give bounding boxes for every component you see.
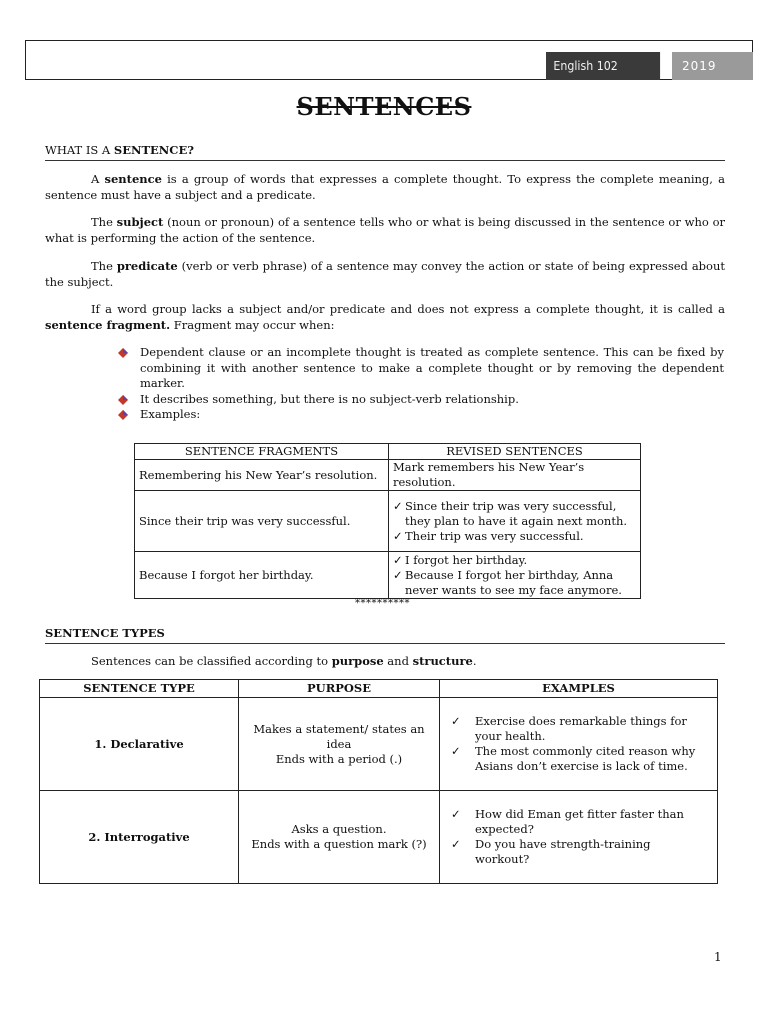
column-header: PURPOSE [239,680,440,698]
check-icon: ✓ [393,552,403,567]
text: If a word group lacks a subject and/or predicate and does not express a complete thought, it is called a [91,302,725,316]
example-text: The most commonly cited reason why Asians don’t exercise is lack of time. [475,744,696,773]
fragment-cell: Remembering his New Year’s resolution. [135,460,389,491]
revised-text: Since their trip was very successful, they plan to have it again next month. [405,498,628,528]
bullet-text: Dependent clause or an incomplete thought is treated as complete sentence. This can be fixed by combining it with another sentence to make a complete thought or by removing the dependent marker. [140,345,724,390]
arrow-bullet-icon [118,348,128,358]
examples-cell [440,698,718,791]
table-row [135,552,641,599]
list-item [451,837,708,867]
type-cell: 2. Interrogative [40,791,239,884]
purpose-text: Ends with a question mark (?) [251,837,427,851]
example-text: How did Eman get fitter faster than expected? [475,807,684,836]
example-text: Do you have strength-training workout? [475,837,651,866]
year-tag: 2019 [672,52,753,80]
column-header: REVISED SENTENCES [389,444,641,460]
example-text: Exercise does remarkable things for your health. [475,714,687,743]
arrow-bullet-icon [118,410,128,420]
term: purpose [331,654,384,668]
term: predicate [116,259,178,273]
term: sentence fragment. [45,317,171,332]
check-icon: ✓ [393,528,403,543]
column-header: EXAMPLES [440,680,718,698]
list-item [118,407,724,423]
purpose-text: Ends with a period (.) [275,751,403,766]
text: Sentences can be classified according to [91,654,332,668]
revised-cell [389,552,641,599]
list-item [451,744,708,774]
text: Fragment may occur when: [170,317,335,332]
paragraph-types-intro [45,654,725,670]
course-tag: English 102 [546,52,660,80]
revised-cell [389,491,641,552]
list-item [393,568,636,598]
list-item [393,553,636,568]
list-item [451,714,708,744]
text: (verb or verb phrase) of a sentence may convey the action or state of being expressed about the subject. [45,259,725,289]
examples-cell [440,791,718,884]
purpose-cell [239,791,440,884]
check-icon: ✓ [451,807,461,821]
fragment-bullet-list [118,345,724,423]
check-icon: ✓ [451,744,461,758]
list-item [118,345,724,392]
fragment-cell: Since their trip was very successful. [135,491,389,552]
term: structure [412,654,473,668]
term: sentence [104,172,162,186]
section-heading-what-is [45,143,725,161]
text: . [472,654,477,668]
paragraph-sentence [45,172,725,203]
column-header: SENTENCE TYPE [40,680,239,698]
list-item [393,499,636,529]
text: The [91,259,117,273]
revised-text: Because I forgot her birthday, Anna never wants to see my face anymore. [405,567,622,597]
type-cell: 1. Declarative [40,698,239,791]
text: A [91,172,105,186]
bullet-text: It describes something, but there is no subject-verb relationship. [140,391,519,406]
list-item [393,529,636,544]
list-item [118,392,724,408]
term: subject [116,215,164,229]
separator: ********** [355,598,410,609]
purpose-text: Makes a statement/ states an idea [253,721,425,751]
page-title: SENTENCES [296,92,472,121]
table-row [40,791,718,884]
paragraph-fragment [45,302,725,333]
purpose-text: Asks a question. [291,822,387,836]
arrow-bullet-icon [118,395,128,405]
text: (noun or pronoun) of a sentence tells who or what is being discussed in the sentence or who or what is performing the action of the sentence. [45,215,725,245]
bullet-text: Examples: [140,407,201,421]
check-icon: ✓ [451,837,461,851]
text: The [91,215,117,229]
revised-cell: Mark remembers his New Year’s resolution. [389,460,641,491]
check-icon: ✓ [451,714,461,728]
heading-prefix: WHAT IS A [45,143,114,157]
purpose-cell [239,698,440,791]
check-icon: ✓ [393,498,403,513]
paragraph-subject [45,215,725,246]
fragment-cell: Because I forgot her birthday. [135,552,389,599]
section-heading-types: SENTENCE TYPES [45,626,725,644]
column-header: SENTENCE FRAGMENTS [135,444,389,460]
text: and [383,654,413,668]
fragments-table [134,443,641,599]
check-icon: ✓ [393,567,403,582]
table-row [40,698,718,791]
text: is a group of words that expresses a complete thought. To express the complete meaning, a sentence must have a subject and a predicate. [45,172,725,202]
table-row [135,460,641,491]
sentence-types-table [39,679,718,884]
revised-text: I forgot her birthday. [405,552,528,567]
table-row [135,491,641,552]
heading-bold: SENTENCE? [113,143,194,157]
paragraph-predicate [45,259,725,290]
list-item [451,807,708,837]
page-number: 1 [714,950,722,964]
revised-text: Their trip was very successful. [405,528,584,543]
